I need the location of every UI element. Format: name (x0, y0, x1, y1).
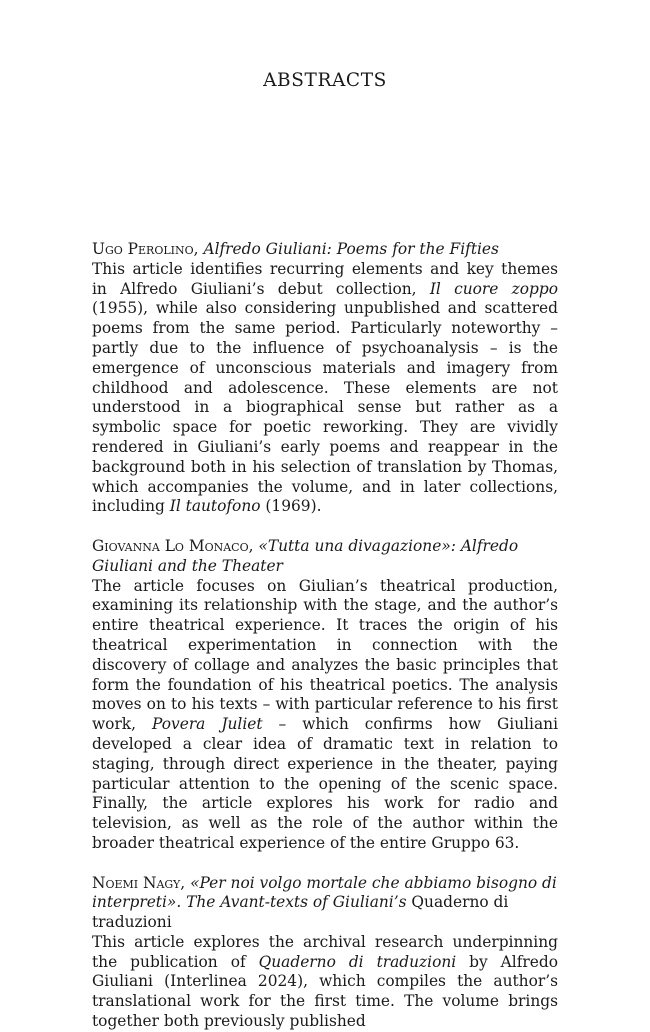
abstract-entry (92, 240, 558, 517)
italic-title: Il tautofono (169, 497, 261, 516)
abstract-author: Noemi Nagy (92, 873, 181, 892)
italic-title: Il cuore zoppo (429, 279, 558, 298)
italic-title: Povera Juliet (152, 715, 263, 734)
abstract-author: Ugo Perolino (92, 240, 194, 258)
abstract-body: This article explores the archival research underpinning the publication of Quaderno di traduzioni by Alfredo Giuliani (Interlinea 2024), which compiles the author’s translational work for the first time. The volume brings together both previously published (92, 932, 559, 1031)
italic-title: Quaderno di traduzioni (258, 952, 457, 971)
abstract-title: Alfredo Giuliani: Poems for the Fifties (203, 240, 499, 258)
abstracts-column (92, 240, 558, 1032)
abstract-entry (92, 874, 558, 1032)
abstract-entry (92, 537, 558, 854)
abstract-body: This article identifies recurring elements and key themes in Alfredo Giuliani’s debut collection, Il cuore zoppo (1955), while also considering unpublished and scattered poems from the same period. Particularly noteworthy – partly due to the influence of psychoanalysis – is the emergence of unconscious materials and imagery from childhood and adolescence. These elements are not understood in a biographical sense but rather as a symbolic space for poetic reworking. They are vividly rendered in Giuliani’s early poems and reappear in the background both in his selection of translation by Thomas, which accompanies the volume, and in later collections, including Il tautofono (1969). (92, 259, 558, 516)
abstract-heading: Giovanna Lo Monaco, «Tutta una divagazione»: Alfredo Giuliani and the Theater (92, 536, 519, 575)
abstract-heading: Noemi Nagy, «Per noi volgo mortale che abbiamo bisogno di interpreti». The Avant-texts of Giuliani’s Quaderno di traduzioni (92, 873, 557, 932)
abstract-title: «Tutta una divagazione»: Alfredo Giuliani and the Theater (92, 536, 519, 575)
abstract-title: Quaderno di traduzioni (92, 893, 509, 932)
page-title: ABSTRACTS (263, 70, 387, 91)
abstract-title: «Per noi volgo mortale che abbiamo bisogno di interpreti». The Avant-texts of Giuliani’s (92, 873, 557, 912)
abstract-heading: Ugo Perolino, Alfredo Giuliani: Poems for the Fifties (92, 240, 499, 258)
abstract-author: Giovanna Lo Monaco (92, 536, 249, 555)
abstract-body: The article focuses on Giulian’s theatrical production, examining its relationship with the stage, and the author’s entire theatrical experience. It traces the origin of his theatrical experimentation in connection with the discovery of collage and analyzes the basic principles that form the foundation of his theatrical poetics. The analysis moves on to his texts – with particular reference to his first work, Povera Juliet – which confirms how Giuliani developed a clear idea of dramatic text in relation to staging, through direct experience in the theater, paying particular attention to the opening of the scenic space. Finally, the article explores his work for radio and television, as well as the role of the author within the broader theatrical experience of the entire Gruppo 63. (92, 576, 558, 852)
